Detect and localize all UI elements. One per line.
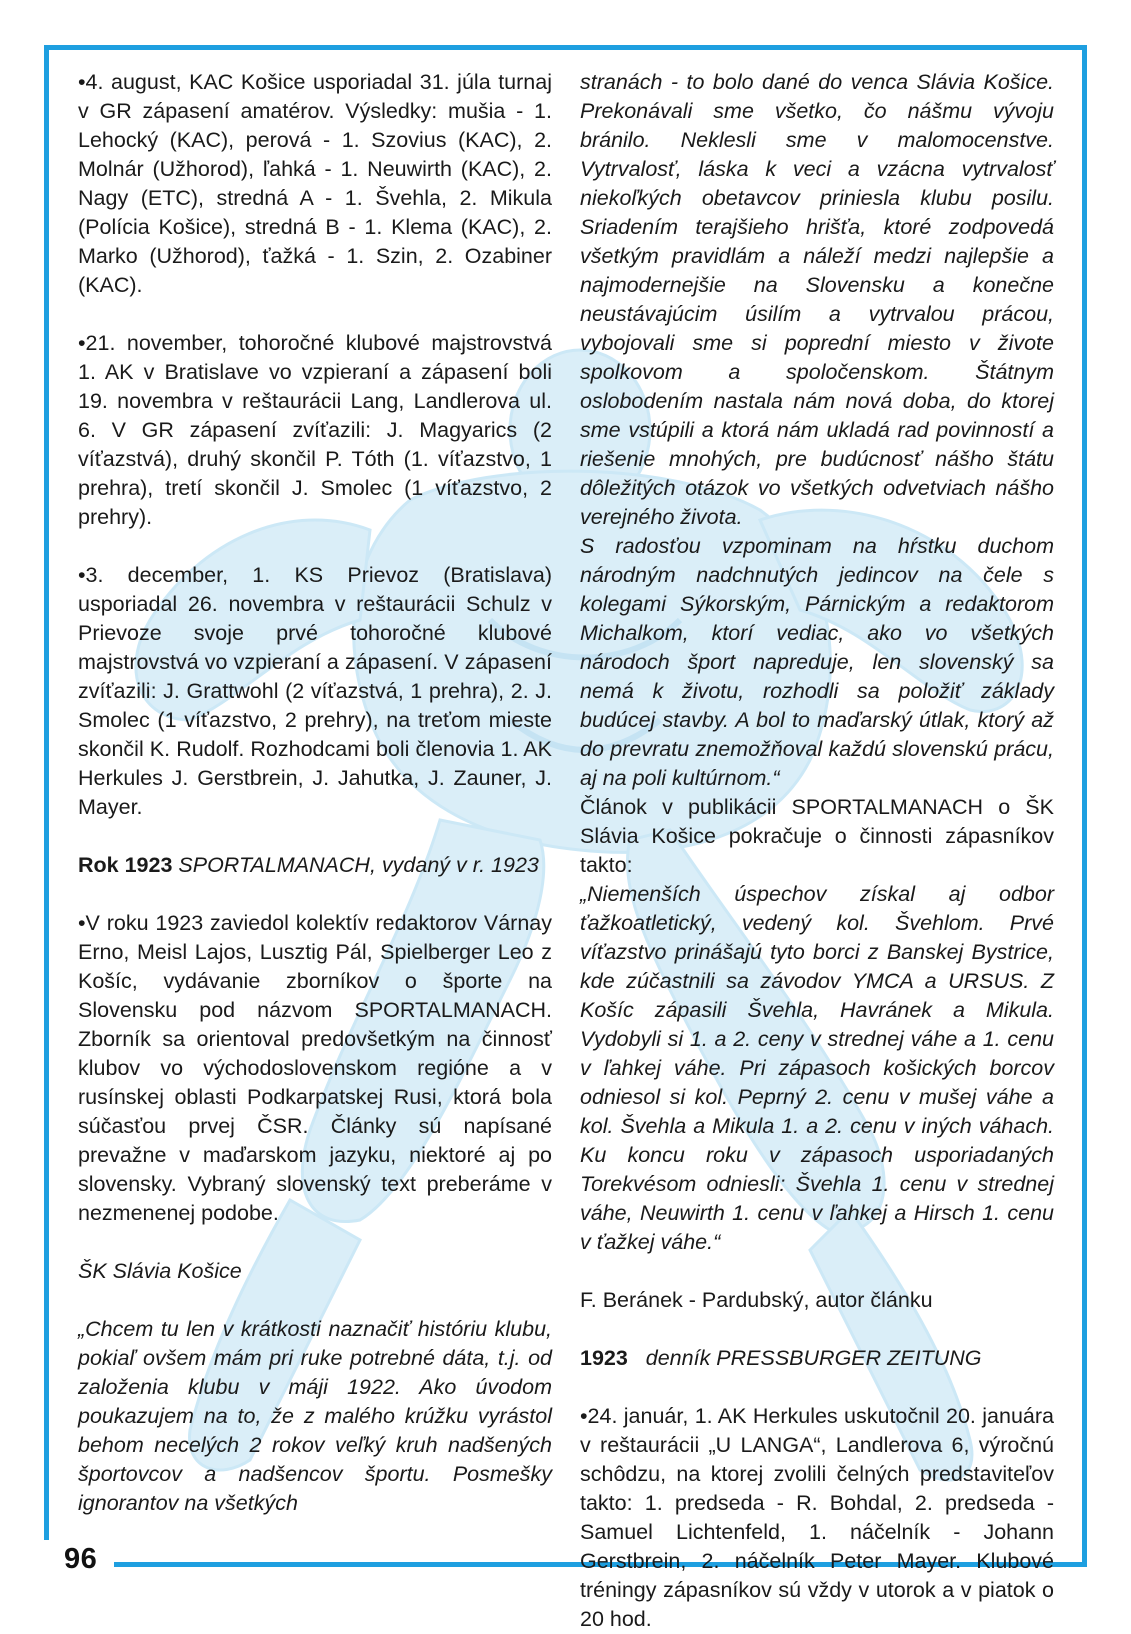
- club-title: ŠK Slávia Košice: [78, 1259, 242, 1283]
- quote-results: „Niemenších úspechov získal aj odbor ťažkoatletický, vedený kol. Švehlom. Prvé víťazstvo prinášajú tyto borci z Banskej Bystrice, kde zúčastnili sa závodov YMCA a URSUS. Z Košíc zápasili Švehla, Havránek a Mikula. Vydobyli si 1. a 2. ceny v strednej váhe a 1. cenu v ľahkej váhe. Pri zápasoch košických borcov odniesol si kol. Peprný 2. cenu v mušej váhe a kol. Švehla a Mikula 1. a 2. cenu v iných váhach. Ku koncu roku v zápasoch usporiadaných Torekvésom odniesli: Švehla 1. cenu v strednej váhe, Neuwirth 1. cenu v ľahkej a Hirsch 1. cenu v ťažkej váhe.“: [580, 882, 1054, 1254]
- section-heading-1923-pressburger: [580, 1344, 1054, 1373]
- quote-memory: S radosťou vzpominam na hŕstku duchom národným nadchnutých jedincov na čele s kolegami Sýkorským, Párnickým a redaktorom Michalkom, ktorí vediac, ako vo všetkých národoch šport napreduje, len slovenský sa nemá k životu, rozhodli sa položiť základy budúcej stavby. A bol to maďarský útlak, ktorý až do prevratu znemožňoval každú slovenskú prácu, aj na poli kultúrnom.“: [580, 534, 1054, 790]
- author-line: F. Beránek - Pardubský, autor článku: [580, 1288, 933, 1312]
- article-note: Článok v publikácii SPORTALMANACH o ŠK Slávia Košice pokračuje o činnosti zápasníkov takto:: [580, 795, 1054, 877]
- left-column: [78, 68, 552, 1518]
- entry-1923-sportalmanach: •V roku 1923 zaviedol kolektív redaktorov Várnay Erno, Meisl Lajos, Lusztig Pál, Spielberger Leo z Košíc, vydávanie zborníkov o športe na Slovensku pod názvom SPORTALMANACH. Zborník sa orientoval predovšetkým na činnosť klubov vo východoslovenskom regióne a v rusínskej oblasti Podkarpatskej Rusi, ktorá bola súčasťou prvej ČSR. Články sú napísané prevažne v maďarskom jazyku, niektoré aj po slovensky. Vybraný slovenský text preberáme v nezmenenej podobe.: [78, 911, 552, 1225]
- heading-source: SPORTALMANACH, vydaný v r. 1923: [178, 853, 539, 877]
- section-heading-1923-sportalmanach: [78, 851, 552, 880]
- page-number: 96: [64, 1543, 98, 1575]
- right-column: [580, 68, 1054, 1634]
- entry-december: •3. december, 1. KS Prievoz (Bratislava) usporiadal 26. novembra v reštaurácii Schulz v Prievoze svoje prvé tohoročné klubové majstrovstvá vo vzpieraní a zápasení. V zápasení zvíťazili: J. Grattwohl (2 víťazstvá, 1 prehra), 2. J. Smolec (1 víťazstvo, 2 prehry), na treťom mieste skončil K. Rudolf. Rozhodcami boli členovia 1. AK Herkules J. Gerstbrein, J. Jahutka, J. Zauner, J. Mayer.: [78, 563, 552, 819]
- heading-source-2: denník PRESSBURGER ZEITUNG: [645, 1346, 982, 1370]
- quote-start: „Chcem tu len v krátkosti naznačiť históriu klubu, pokiaľ ovšem mám pri ruke potrebné dáta, t.j. od založenia klubu v máji 1922. Ako úvodom poukazujem na to, že z malého krúžku vyrástol behom necelých 2 rokov veľký kruh nadšených športovcov a nadšencov športu. Posmešky ignorantov na všetkých: [78, 1317, 552, 1515]
- quote-continuation: stranách - to bolo dané do venca Slávia Košice. Prekonávali sme všetko, čo nášmu vývoju bránilo. Neklesli sme v malomocenstve. Vytrvalosť, láska k veci a vzácna vytrvalosť niekoľkých obetavcov priniesla klubu posilu. Sriadením terajšieho hrišťa, ktoré zodpovedá všetkým pravidlám a náleží medzi najlepšie a najmodernejšie na Slovensku a konečne neustávajúcim úsilím a vytrvalou prácou, vybojovali sme si poprední miesto v živote spolkovom a spoločenskom. Štátnym oslobodením nastala nám nová doba, do ktorej sme vstúpili a ktorá nám ukladá rad povinností a riešenie mnohých, pre budúcnosť nášho štátu dôležitých otázok vo všetkých odvetviach nášho verejného života.: [580, 70, 1054, 529]
- heading-year-2: 1923: [580, 1346, 628, 1370]
- entry-january: •24. január, 1. AK Herkules uskutočnil 20. januára v reštaurácii „U LANGA“, Landlerova 6, výročnú schôdzu, na ktorej zvolili čelných predstaviteľov takto: 1. predseda - R. Bohdal, 2. predseda - Samuel Lichtenfeld, 1. náčelník - Johann Gerstbrein, 2. náčelník Peter Mayer. Klubové tréningy zápasníkov sú vždy v utorok a v piatok o 20 hod.: [580, 1404, 1054, 1631]
- heading-year: Rok 1923: [78, 853, 173, 877]
- entry-november: •21. november, tohoročné klubové majstrovstvá 1. AK v Bratislave vo vzpieraní a zápasení boli 19. novembra v reštaurácii Lang, Landlerova ul. 6. V GR zápasení zvíťazili: J. Magyarics (2 víťazstvá), druhý skončil P. Tóth (1. víťazstvo, 1 prehra), tretí skončil J. Smolec (1 víťazstvo, 2 prehry).: [78, 331, 552, 529]
- entry-august: •4. august, KAC Košice usporiadal 31. júla turnaj v GR zápasení amatérov. Výsledky: mušia - 1. Lehocký (KAC), perová - 1. Szovius (KAC), 2. Molnár (Užhorod), ľahká - 1. Neuwirth (KAC), 2. Nagy (ETC), stredná A - 1. Švehla, 2. Mikula (Polícia Košice), stredná B - 1. Klema (KAC), 2. Marko (Užhorod), ťažká - 1. Szin, 2. Ozabiner (KAC).: [78, 70, 552, 297]
